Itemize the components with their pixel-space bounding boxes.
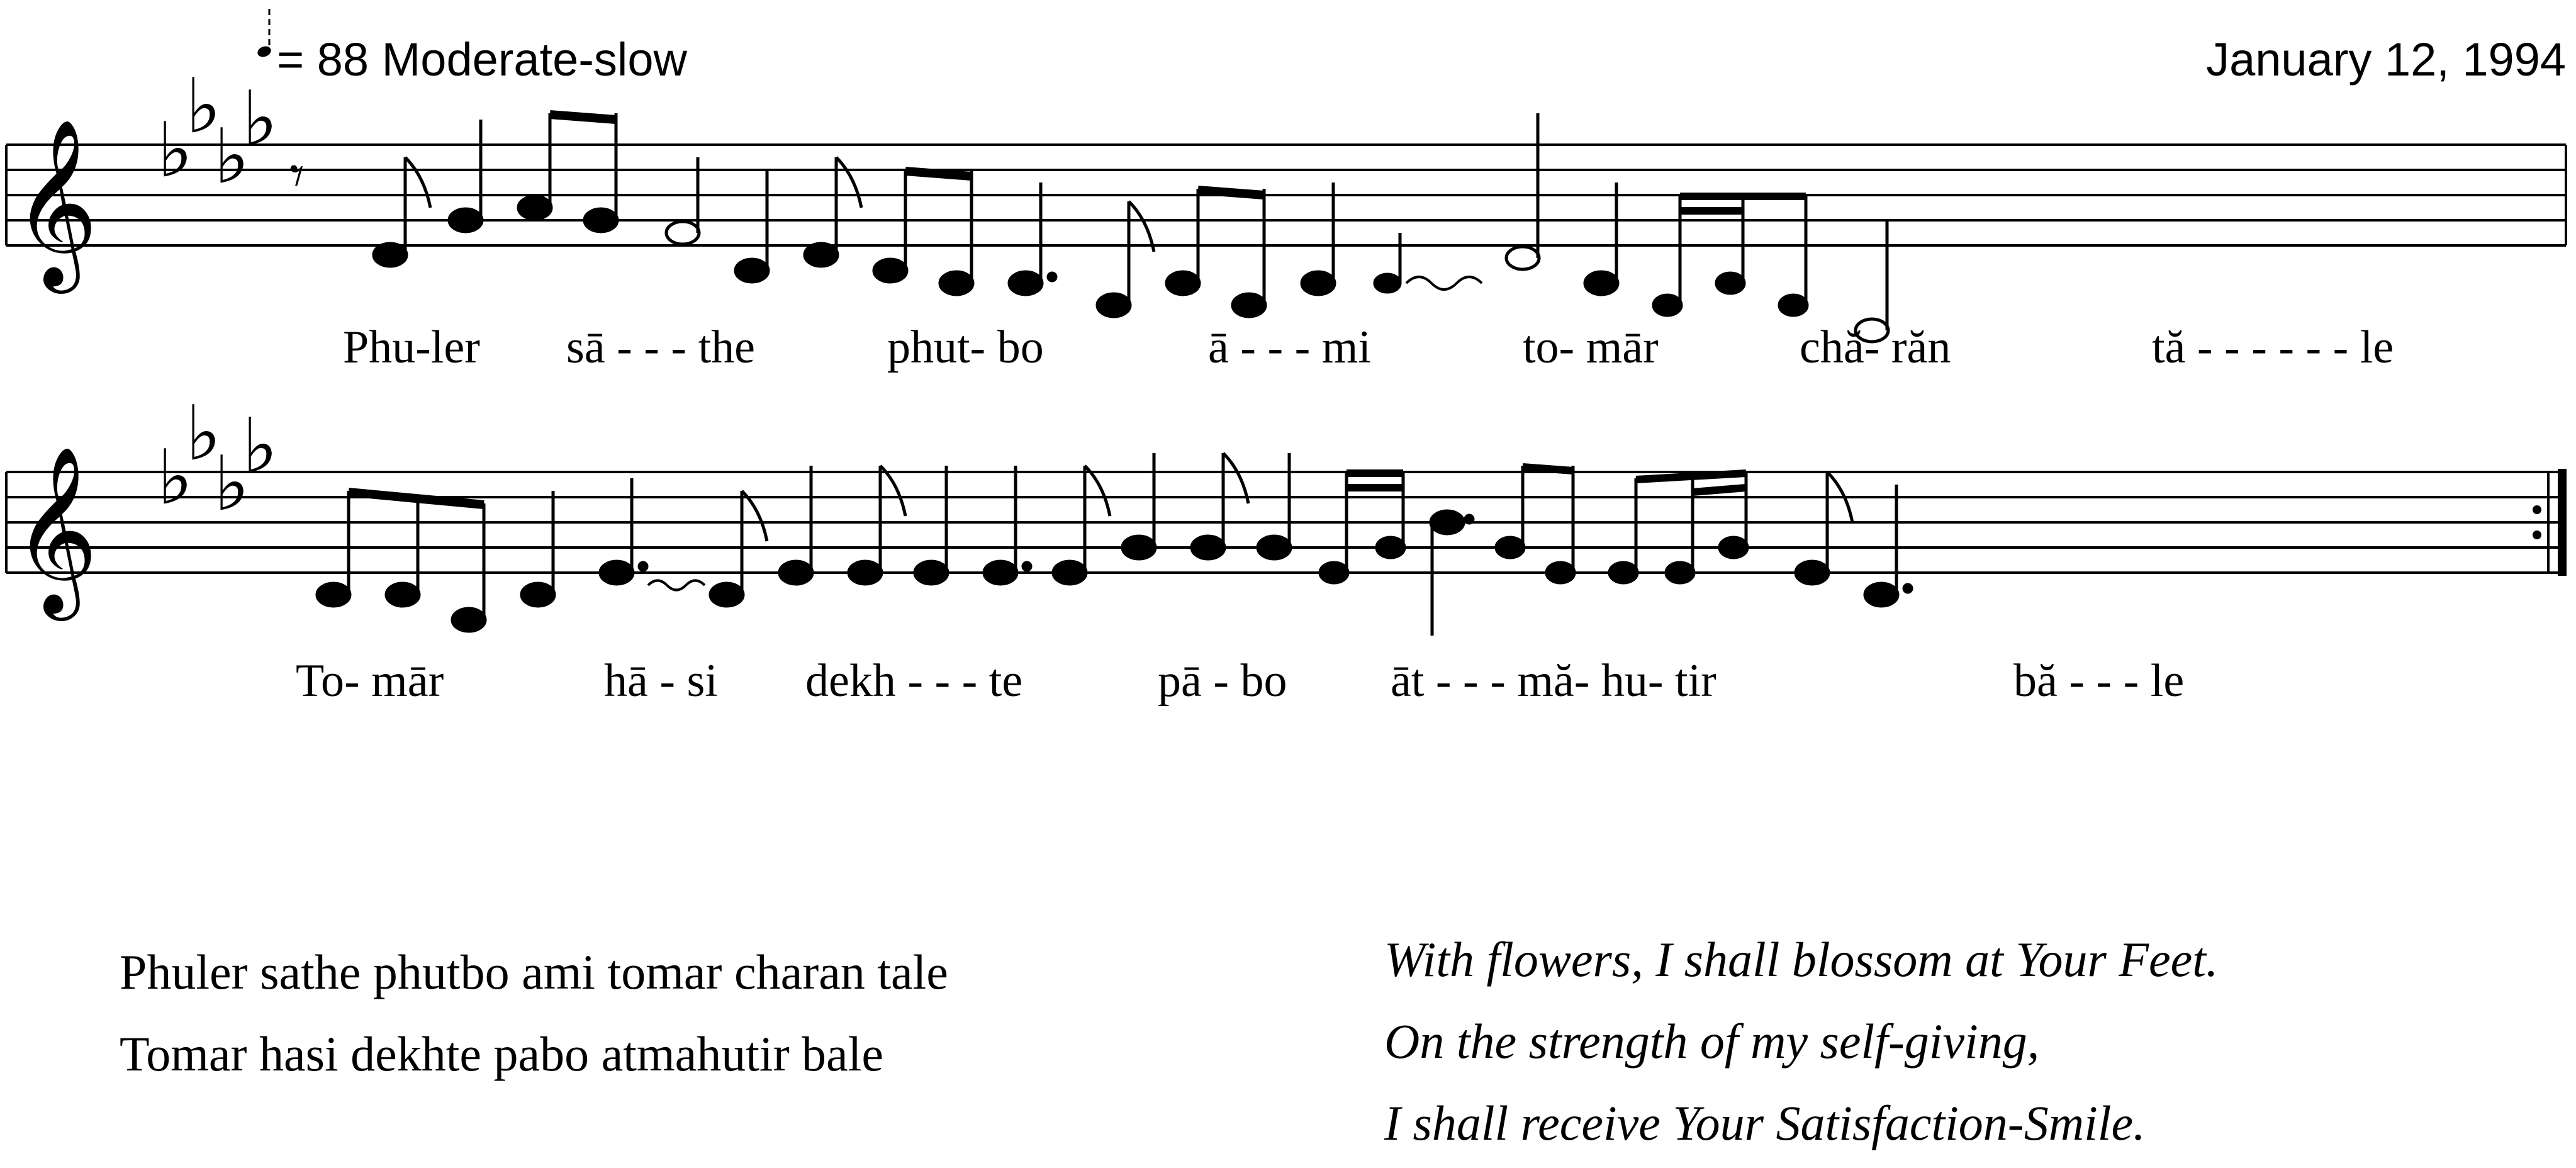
lyric-syllable: ā - - - mi [1208,322,1371,373]
svg-text:♭: ♭ [214,441,250,528]
svg-text:𝄾: 𝄾 [289,143,305,209]
verse-bengali [120,931,948,1095]
svg-text:♭: ♭ [242,403,278,490]
lyric-syllable: phut- bo [887,322,1044,373]
key-signature-flats [157,63,278,528]
svg-text:♭: ♭ [242,76,278,163]
verse-line: I shall receive Your Satisfaction-Smile. [1384,1096,2146,1150]
lyric-syllable: to- mār [1523,322,1659,373]
verse-line: On the strength of my self-giving, [1384,1014,2040,1069]
notes-line-1 [289,113,1888,342]
svg-text:♭: ♭ [186,63,221,150]
lyric-syllable: To- mār [296,655,444,707]
lyric-syllable: bă - - - le [2013,655,2185,707]
treble-clef-icon: 𝄞 [13,118,98,286]
lyric-syllable: sā - - - the [566,322,755,373]
composition-date: January 12, 1994 [2206,33,2566,86]
treble-clef-icon: 𝄞 [13,446,98,614]
lyric-syllable: chă- răn [1800,322,1951,373]
lyric-syllable: pā - bo [1158,655,1287,707]
lyric-syllable: āt - - - mă- hu- tir [1391,655,1716,707]
lyric-syllable: Phu-ler [343,322,480,373]
verse-line: Tomar hasi dekhte pabo atmahutir bale [120,1026,883,1081]
tempo-text: = 88 Moderate-slow [277,33,687,86]
svg-text:♭: ♭ [214,113,250,201]
lyric-syllable: hā - si [604,655,718,707]
staff-line-1 [6,145,2566,245]
svg-text:♭: ♭ [157,107,193,194]
notes-line-2 [317,453,1912,636]
lyric-syllable: dekh - - - te [805,655,1023,707]
lyric-syllable: tă - - - - - - le [2152,322,2394,373]
verse-line: With flowers, I shall blossom at Your Feet. [1384,932,2219,987]
staff-line-2 [6,472,2566,573]
svg-text:♭: ♭ [157,434,193,522]
verse-line: Phuler sathe phutbo ami tomar charan tale [120,945,948,999]
svg-text:♭: ♭ [186,390,221,478]
verse-english [1384,919,2218,1164]
